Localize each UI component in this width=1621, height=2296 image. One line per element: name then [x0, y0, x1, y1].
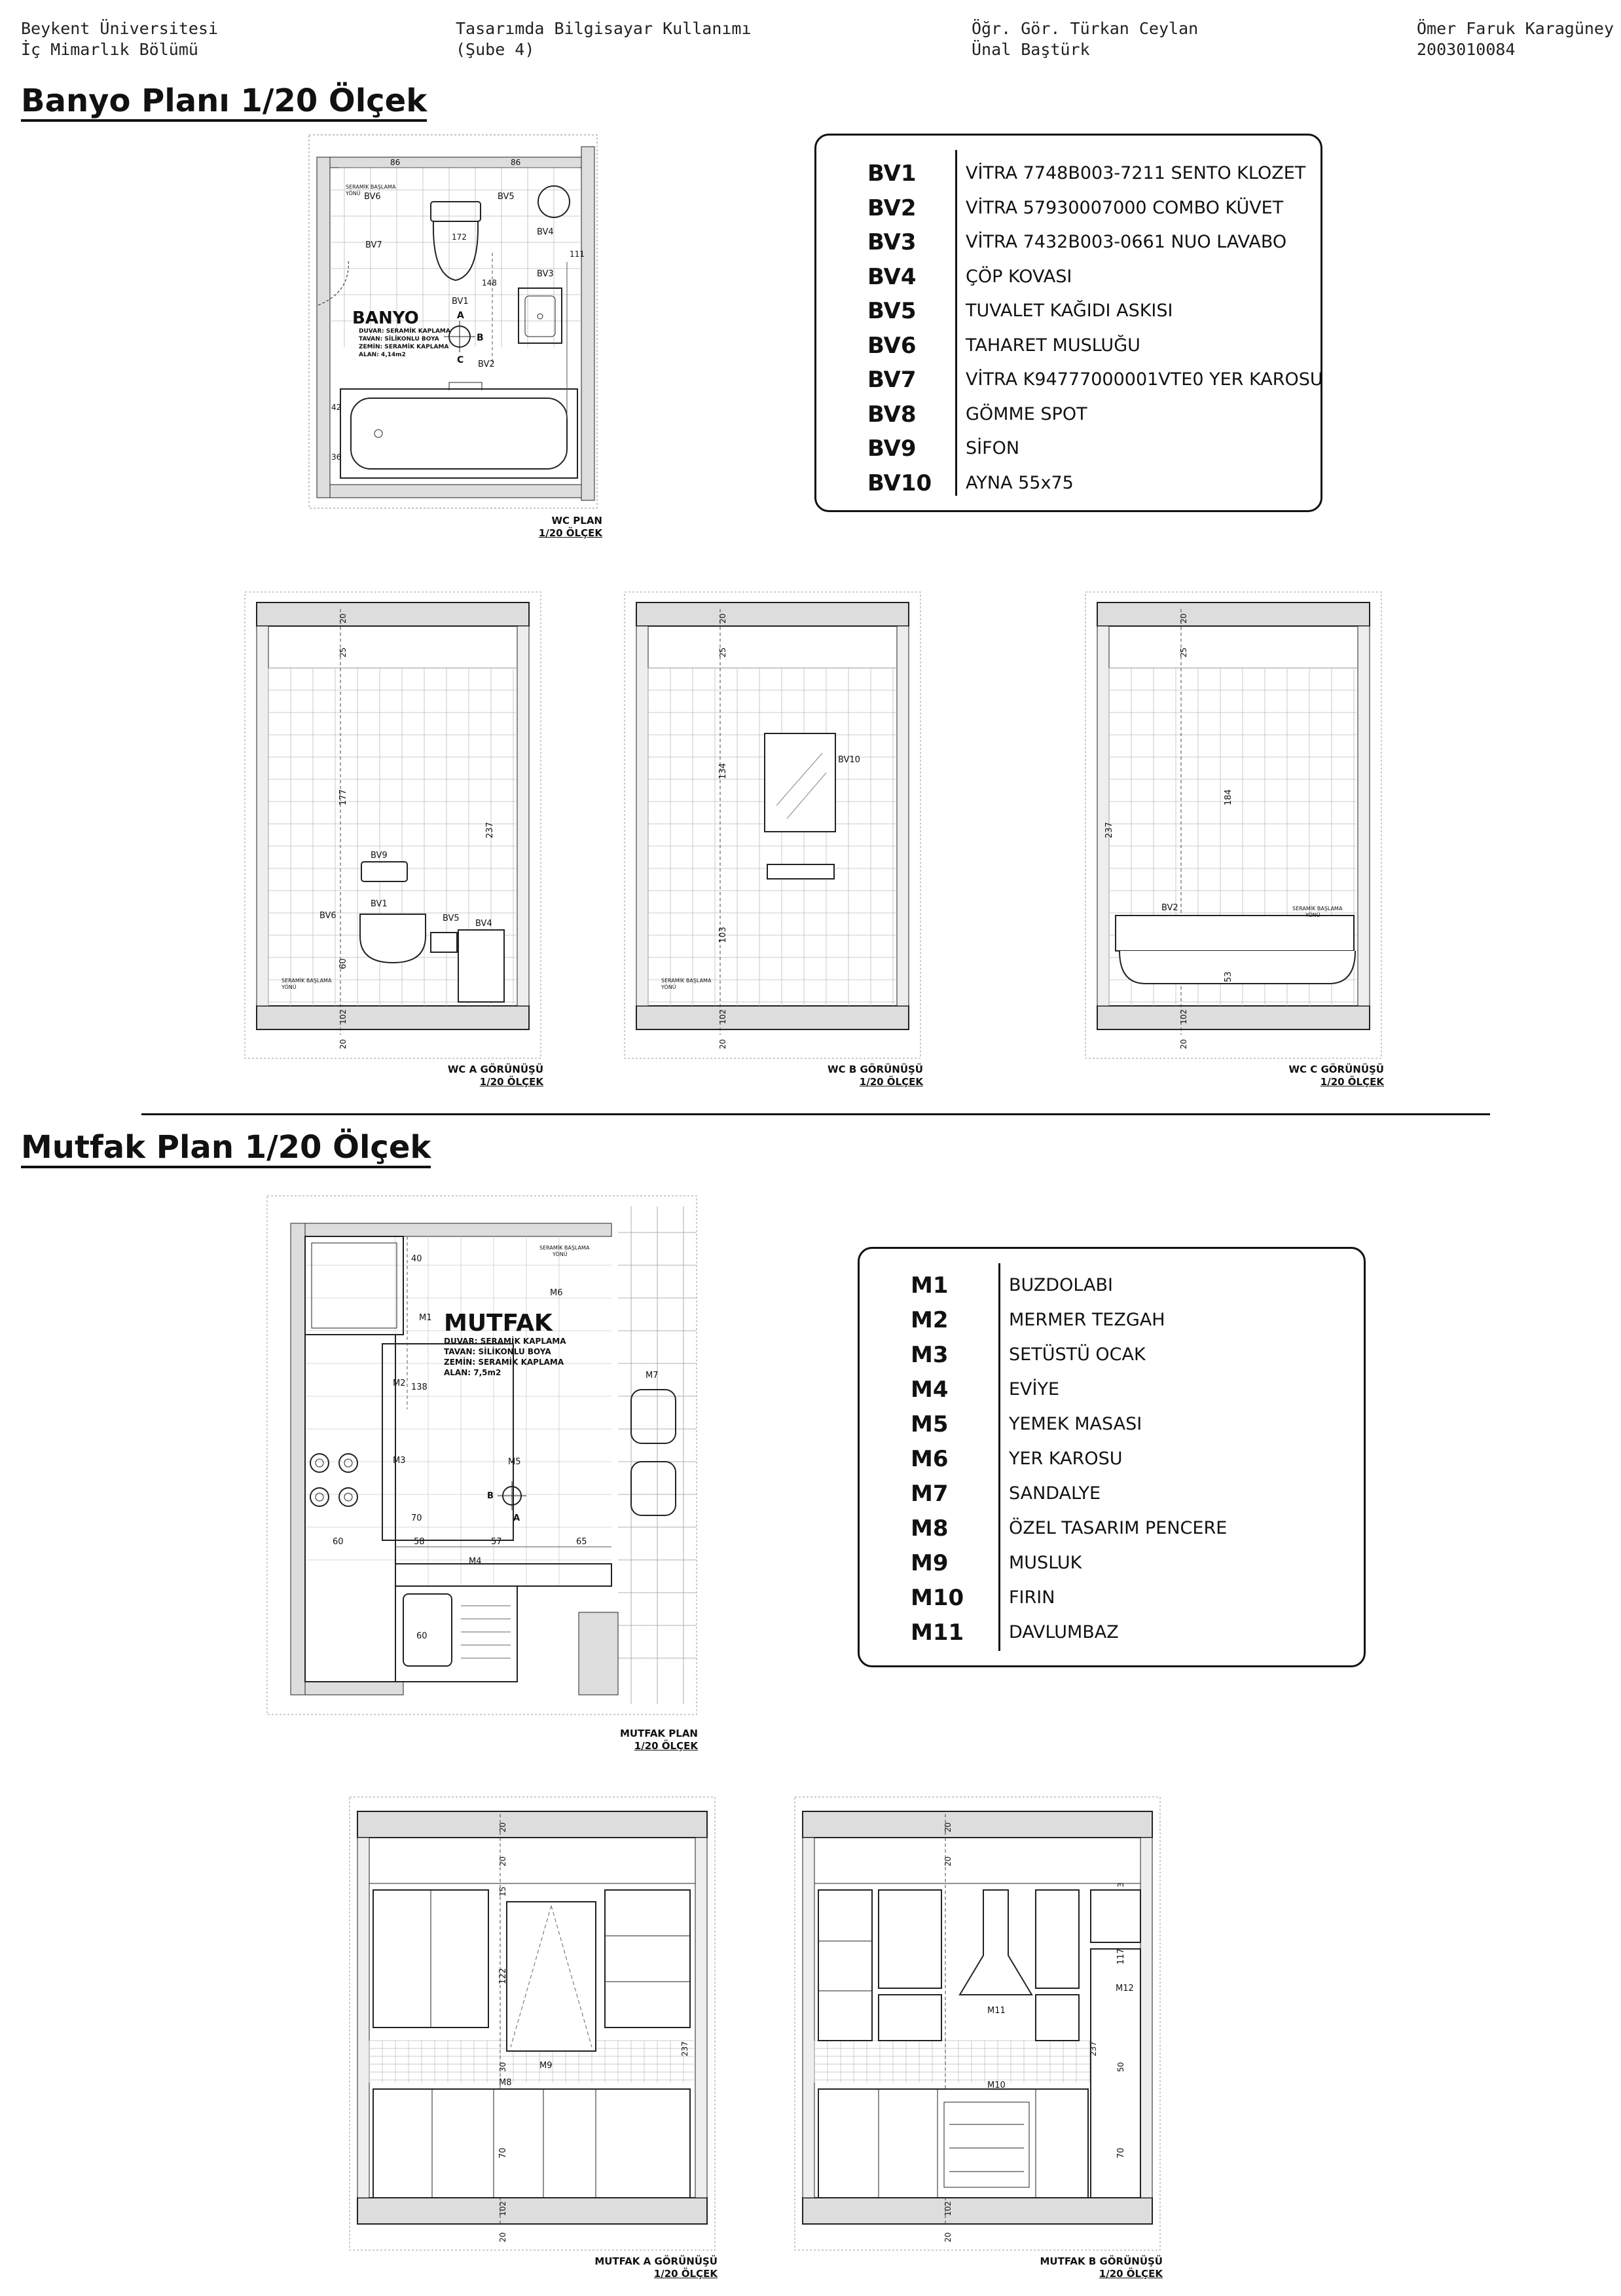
kitchen-elev-b-tag: M12 — [1116, 1984, 1134, 1993]
kitchen-legend-code: M1 — [911, 1272, 949, 1299]
bathroom-elevation-a — [242, 589, 543, 1061]
kitchen-elevation-b — [792, 1794, 1163, 2253]
kitchen-spec-2: TAVAN: SİLİKONLU BOYA — [444, 1347, 551, 1356]
bathroom-tile-note-1: SERAMİK BAŞLAMA — [346, 184, 396, 190]
kitchen-legend-code: M5 — [911, 1411, 949, 1437]
kitchen-legend-name: BUZDOLABI — [1009, 1275, 1113, 1295]
bathroom-elev-dim: 102 — [718, 1009, 727, 1024]
bathroom-plan-drawing — [305, 131, 613, 511]
bathroom-elevation-caption-scale: 1/20 ÖLÇEK — [1320, 1076, 1384, 1088]
kitchen-legend-name: DAVLUMBAZ — [1009, 1622, 1119, 1642]
kitchen-dim-4: 60 — [333, 1537, 344, 1547]
bathroom-legend-code: BV2 — [867, 194, 917, 221]
bathroom-elevation-b — [622, 589, 923, 1061]
kitchen-legend-row — [860, 1373, 1364, 1407]
bathroom-elev-a-dim: 177 — [338, 789, 348, 805]
kitchen-spec-3: ZEMİN: SERAMİK KAPLAMA — [444, 1358, 564, 1367]
bathroom-elev-c-tag: BV2 — [1161, 903, 1178, 913]
kitchen-section-title: Mutfak Plan 1/20 Ölçek — [21, 1130, 431, 1168]
bathroom-legend-code: BV8 — [867, 401, 917, 428]
kitchen-legend-row — [860, 1303, 1364, 1337]
bathroom-elev-dim: 20 — [1179, 613, 1188, 623]
kitchen-tag-m5: M5 — [508, 1457, 521, 1467]
bathroom-legend-name: VİTRA 57930007000 COMBO KÜVET — [966, 197, 1284, 218]
bathroom-legend-name: ÇÖP KOVASI — [966, 266, 1072, 287]
kitchen-legend-name: SETÜSTÜ OCAK — [1009, 1344, 1146, 1365]
bathroom-legend — [814, 134, 1322, 512]
kitchen-tile-note-2: YÖNÜ — [553, 1251, 568, 1257]
bathroom-elev-a-tag: BV6 — [319, 911, 337, 921]
header-course — [456, 18, 752, 60]
bathroom-dim-3: 172 — [452, 232, 467, 242]
bathroom-elevation-caption — [622, 1064, 923, 1088]
kitchen-plan-caption-scale: 1/20 ÖLÇEK — [634, 1740, 698, 1752]
kitchen-spec-1: DUVAR: SERAMİK KAPLAMA — [444, 1337, 566, 1346]
kitchen-legend-code: M4 — [911, 1377, 949, 1403]
kitchen-plan-drawing — [264, 1193, 699, 1717]
kitchen-legend-code: M6 — [911, 1446, 949, 1472]
bathroom-legend-row — [816, 294, 1320, 328]
bathroom-legend-code: BV9 — [867, 435, 917, 462]
kitchen-elev-b-dim: 3 — [1116, 1882, 1125, 1887]
bathroom-legend-code: BV5 — [867, 298, 917, 324]
bathroom-elevation-caption-scale: 1/20 ÖLÇEK — [479, 1076, 543, 1088]
bathroom-legend-row — [816, 466, 1320, 500]
bathroom-elev-b-dim: 134 — [718, 763, 728, 779]
bathroom-tag-bv7: BV7 — [365, 240, 382, 250]
bathroom-elev-a-tag: BV5 — [443, 914, 460, 923]
bathroom-legend-name: VİTRA K94777000001VTE0 YER KAROSU — [966, 369, 1323, 390]
bathroom-legend-row — [816, 329, 1320, 363]
bathroom-legend-code: BV4 — [867, 263, 917, 290]
bathroom-elev-dim: 25 — [718, 647, 727, 657]
bathroom-elev-b-dim: 103 — [718, 927, 728, 943]
bathroom-spec-3: ZEMİN: SERAMİK KAPLAMA — [359, 344, 449, 350]
bathroom-spec-4: ALAN: 4,14m2 — [359, 352, 406, 358]
bathroom-legend-code: BV10 — [867, 470, 932, 496]
bathroom-elev-a-dim: 60 — [338, 958, 348, 969]
bathroom-dim-7: 36 — [331, 453, 342, 462]
bathroom-elev-c-dim: 237 — [1104, 822, 1114, 838]
bathroom-plan-caption-name: WC PLAN — [551, 515, 602, 527]
bathroom-legend-name: VİTRA 7748B003-7211 SENTO KLOZET — [966, 163, 1306, 183]
bathroom-marker-a: A — [457, 310, 464, 321]
kitchen-elevation-a — [347, 1794, 718, 2253]
kitchen-legend-code: M9 — [911, 1550, 949, 1576]
kitchen-legend-name: YER KAROSU — [1009, 1449, 1123, 1469]
header-instructor-1: Öğr. Gör. Türkan Ceylan — [972, 19, 1199, 38]
kitchen-elevation-caption-scale: 1/20 ÖLÇEK — [1099, 2268, 1163, 2280]
kitchen-elev-a-tag: M8 — [499, 2078, 512, 2088]
kitchen-tag-m7: M7 — [646, 1371, 659, 1380]
kitchen-legend-code: M2 — [911, 1307, 949, 1333]
bathroom-legend-row — [816, 363, 1323, 397]
kitchen-legend-row — [860, 1477, 1364, 1511]
kitchen-dim-1: 40 — [411, 1254, 422, 1264]
kitchen-legend-code: M11 — [911, 1620, 964, 1646]
kitchen-elev-dim: 20 — [943, 2232, 953, 2242]
bathroom-elevation-caption-scale: 1/20 ÖLÇEK — [859, 1076, 923, 1088]
kitchen-elevation-caption — [792, 2255, 1163, 2280]
bathroom-legend-name: SİFON — [966, 438, 1020, 458]
kitchen-room-name: MUTFAK — [444, 1310, 553, 1337]
bathroom-elev-dim: 20 — [338, 1039, 348, 1049]
kitchen-legend-row — [860, 1338, 1364, 1372]
kitchen-dim-5: 58 — [414, 1537, 425, 1547]
kitchen-dim-8: 60 — [416, 1631, 428, 1641]
bathroom-elevation-caption-name: WC B GÖRÜNÜŞÜ — [828, 1064, 923, 1075]
kitchen-spec-4: ALAN: 7,5m2 — [444, 1368, 501, 1377]
bathroom-elev-c-dim: 53 — [1224, 971, 1233, 982]
header-student — [1417, 18, 1614, 60]
kitchen-elev-dim: 20 — [498, 1822, 507, 1832]
bathroom-legend-code: BV6 — [867, 332, 917, 359]
kitchen-elev-b-dim: 117 — [1116, 1948, 1126, 1965]
kitchen-elev-dim: 20 — [498, 1856, 507, 1866]
kitchen-elevation-caption-scale: 1/20 ÖLÇEK — [653, 2268, 718, 2280]
kitchen-elev-b-dim: 70 — [1116, 2147, 1126, 2158]
bathroom-elev-a-tag: BV9 — [371, 851, 388, 861]
bathroom-elev-tile-note: YÖNÜ — [661, 984, 676, 990]
bathroom-elevation-caption-name: WC C GÖRÜNÜŞÜ — [1288, 1064, 1384, 1075]
bathroom-legend-code: BV3 — [867, 229, 917, 255]
bathroom-dim-4: 148 — [482, 278, 497, 287]
bathroom-elev-dim: 102 — [338, 1009, 348, 1024]
kitchen-legend-name: FIRIN — [1009, 1587, 1055, 1608]
bathroom-tag-bv5: BV5 — [498, 192, 515, 202]
bathroom-legend-name: VİTRA 7432B003-0661 NUO LAVABO — [966, 232, 1287, 252]
header-student-id: 2003010084 — [1417, 40, 1516, 59]
kitchen-elev-dim: 237 — [1089, 2041, 1098, 2056]
bathroom-dim-1: 86 — [390, 158, 401, 167]
bathroom-legend-name: TAHARET MUSLUĞU — [966, 335, 1140, 356]
bathroom-elevation-caption-name: WC A GÖRÜNÜŞÜ — [447, 1064, 543, 1075]
kitchen-dim-2: 138 — [411, 1382, 428, 1392]
kitchen-legend-name: SANDALYE — [1009, 1483, 1101, 1504]
kitchen-elevation-caption-name: MUTFAK A GÖRÜNÜŞÜ — [594, 2255, 718, 2267]
bathroom-elev-a-tag: BV4 — [475, 919, 492, 929]
bathroom-legend-name: GÖMME SPOT — [966, 403, 1087, 424]
header-course-name: Tasarımda Bilgisayar Kullanımı — [456, 19, 752, 38]
bathroom-marker-c: C — [457, 355, 464, 365]
kitchen-legend-name: YEMEK MASASI — [1009, 1414, 1142, 1434]
kitchen-tag-m1: M1 — [419, 1313, 432, 1323]
kitchen-elev-a-dim: 30 — [498, 2062, 507, 2072]
bathroom-elevation-caption — [242, 1064, 543, 1088]
bathroom-dim-2: 86 — [511, 158, 521, 167]
kitchen-tag-m6: M6 — [550, 1288, 563, 1298]
bathroom-dim-6: 42 — [331, 403, 342, 412]
bathroom-elev-c-dim: 184 — [1224, 789, 1233, 805]
kitchen-legend-code: M8 — [911, 1515, 949, 1542]
kitchen-legend-row — [860, 1581, 1364, 1615]
kitchen-elev-dim: 102 — [498, 2201, 507, 2216]
kitchen-legend-row — [860, 1407, 1364, 1441]
bathroom-elev-tile-note: YÖNÜ — [1305, 912, 1320, 918]
bathroom-elev-tile-note: SERAMİK BAŞLAMA — [661, 978, 712, 984]
bathroom-legend-code: BV7 — [867, 367, 917, 393]
section-divider — [141, 1113, 1490, 1115]
bathroom-legend-code: BV1 — [867, 160, 917, 187]
bathroom-elev-dim: 20 — [338, 613, 348, 623]
kitchen-tile-note-1: SERAMİK BAŞLAMA — [539, 1245, 590, 1251]
kitchen-legend-code: M7 — [911, 1481, 949, 1507]
kitchen-elev-a-dim: 15 — [498, 1886, 507, 1897]
bathroom-elev-a-dim: 237 — [485, 822, 495, 838]
bathroom-elev-dim: 25 — [1179, 647, 1188, 657]
bathroom-dim-5: 111 — [570, 250, 585, 259]
kitchen-legend — [858, 1247, 1366, 1667]
bathroom-tag-bv1: BV1 — [452, 297, 469, 306]
bathroom-tag-bv4: BV4 — [537, 227, 554, 237]
kitchen-tag-m2: M2 — [393, 1379, 406, 1388]
kitchen-plan-caption-name: MUTFAK PLAN — [619, 1728, 698, 1739]
kitchen-elev-b-tag: M10 — [987, 2081, 1006, 2090]
kitchen-elev-dim: 20 — [943, 1856, 953, 1866]
bathroom-tile-note-2: YÖNÜ — [346, 191, 361, 196]
header-instructors — [972, 18, 1198, 60]
bathroom-section-title: Banyo Planı 1/20 Ölçek — [21, 84, 427, 122]
kitchen-tag-m3: M3 — [393, 1456, 406, 1466]
bathroom-elevation-c — [1083, 589, 1384, 1061]
bathroom-legend-row — [816, 225, 1320, 259]
kitchen-legend-code: M10 — [911, 1585, 964, 1611]
kitchen-dim-6: 57 — [491, 1537, 502, 1547]
bathroom-elev-dim: 102 — [1179, 1009, 1188, 1024]
bathroom-elev-a-tag: BV1 — [371, 899, 388, 909]
bathroom-tag-bv2: BV2 — [478, 360, 495, 369]
bathroom-elev-dim: 20 — [718, 613, 727, 623]
header-university: Beykent Üniversitesi — [21, 19, 219, 38]
bathroom-elev-dim: 25 — [338, 647, 348, 657]
bathroom-tag-bv3: BV3 — [537, 269, 554, 279]
kitchen-legend-row — [860, 1546, 1364, 1580]
bathroom-room-name: BANYO — [352, 308, 419, 328]
header-student-name: Ömer Faruk Karagüney — [1417, 19, 1614, 38]
bathroom-legend-row — [816, 432, 1320, 466]
kitchen-marker-a: A — [513, 1513, 520, 1523]
header-department: İç Mimarlık Bölümü — [21, 40, 198, 59]
kitchen-elev-dim: 237 — [680, 2041, 689, 2056]
kitchen-elev-a-dim: 122 — [498, 1968, 508, 1984]
kitchen-elev-a-dim: 70 — [498, 2147, 508, 2158]
kitchen-elev-a-tag: M9 — [539, 2061, 553, 2071]
bathroom-legend-row — [816, 398, 1320, 432]
kitchen-elevation-caption — [347, 2255, 718, 2280]
bathroom-plan-caption-scale: 1/20 ÖLÇEK — [538, 527, 602, 539]
kitchen-legend-name: ÖZEL TASARIM PENCERE — [1009, 1518, 1228, 1538]
kitchen-elev-dim: 20 — [943, 1822, 953, 1832]
kitchen-legend-name: MERMER TEZGAH — [1009, 1310, 1165, 1330]
bathroom-elev-tile-note: SERAMİK BAŞLAMA — [1292, 906, 1343, 912]
bathroom-spec-2: TAVAN: SİLİKONLU BOYA — [359, 336, 439, 343]
header-course-section: (Şube 4) — [456, 40, 535, 59]
kitchen-legend-row — [860, 1442, 1364, 1476]
kitchen-legend-name: MUSLUK — [1009, 1553, 1082, 1573]
kitchen-elev-b-dim: 50 — [1116, 2062, 1125, 2072]
bathroom-legend-name: TUVALET KAĞIDI ASKISI — [966, 301, 1173, 321]
kitchen-legend-name: EVİYE — [1009, 1379, 1060, 1399]
bathroom-marker-b: B — [477, 333, 484, 343]
bathroom-legend-row — [816, 191, 1320, 225]
bathroom-legend-name: AYNA 55x75 — [966, 472, 1074, 493]
kitchen-elev-dim: 20 — [498, 2232, 507, 2242]
kitchen-legend-row — [860, 1616, 1364, 1650]
bathroom-legend-row — [816, 260, 1320, 294]
header-course-institution — [21, 18, 218, 60]
bathroom-elev-tile-note: YÖNÜ — [282, 984, 297, 990]
kitchen-elevation-caption-name: MUTFAK B GÖRÜNÜŞÜ — [1040, 2255, 1163, 2267]
kitchen-legend-row — [860, 1511, 1364, 1546]
kitchen-dim-3: 70 — [411, 1513, 422, 1523]
kitchen-marker-b: B — [487, 1491, 494, 1501]
kitchen-plan-caption — [620, 1728, 698, 1752]
bathroom-elev-dim: 20 — [1179, 1039, 1188, 1049]
kitchen-elev-b-tag: M11 — [987, 2006, 1006, 2016]
kitchen-dim-7: 65 — [576, 1537, 587, 1547]
bathroom-elevation-caption — [1083, 1064, 1384, 1088]
bathroom-spec-1: DUVAR: SERAMİK KAPLAMA — [359, 328, 450, 335]
kitchen-tag-m4: M4 — [469, 1557, 482, 1566]
bathroom-elev-dim: 20 — [718, 1039, 727, 1049]
bathroom-plan-caption — [539, 515, 602, 540]
bathroom-legend-row — [816, 157, 1320, 191]
kitchen-legend-row — [860, 1268, 1364, 1303]
kitchen-legend-code: M3 — [911, 1342, 949, 1368]
kitchen-elev-dim: 102 — [943, 2201, 953, 2216]
bathroom-tag-bv6: BV6 — [364, 192, 381, 202]
header-instructor-2: Ünal Baştürk — [972, 40, 1090, 59]
bathroom-elev-tile-note: SERAMİK BAŞLAMA — [282, 978, 332, 984]
bathroom-elev-b-tag: BV10 — [838, 755, 860, 765]
